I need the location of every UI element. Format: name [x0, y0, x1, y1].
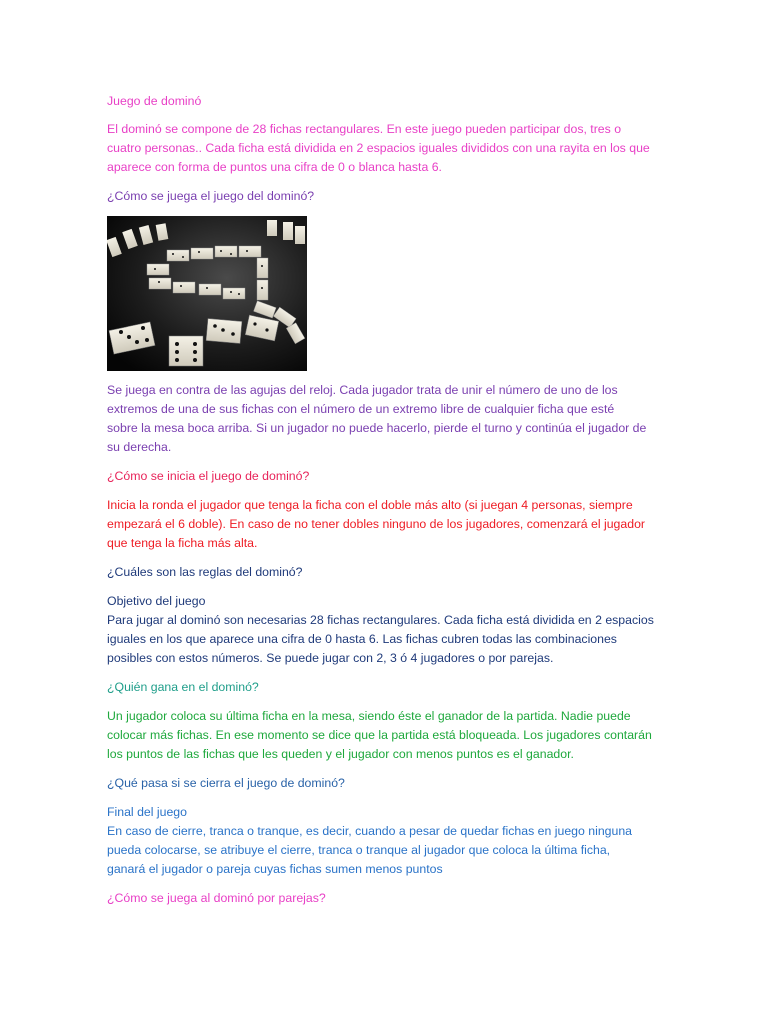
- heading-pairs: ¿Cómo se juega al dominó por parejas?: [107, 891, 326, 905]
- document-title: Juego de dominó: [107, 94, 202, 108]
- text-line: En caso de cierre, tranca o tranque, es decir, cuando a pesar de quedar fichas en juego ninguna: [107, 824, 633, 838]
- heading-rules: ¿Cuáles son las reglas del dominó?: [107, 565, 303, 579]
- heading-how-to-play: ¿Cómo se juega el juego del dominó?: [107, 189, 315, 203]
- text-line: Un jugador coloca su última ficha en la mesa, siendo éste el ganador de la partida. Nadie puede: [107, 709, 631, 723]
- text-line: iguales en los que aparece una cifra de 0 hasta 6. Las fichas cubren todas las combinaciones: [107, 632, 617, 646]
- closed-game-paragraph: [107, 803, 667, 879]
- text-line: extremos de una de sus fichas con el número de un extremo libre de cualquier ficha que esté: [107, 402, 615, 416]
- text-line: sobre la mesa boca arriba. Si un jugador no puede hacerlo, pierde el turno y continúa el jugador de: [107, 421, 647, 435]
- text-line: posibles con estos números. Se puede jugar con 2, 3 ó 4 jugadores o por parejas.: [107, 651, 554, 665]
- text-line: pueda colocarse, se atribuye el cierre, tranca o tranque al jugador que coloca la última ficha,: [107, 843, 611, 857]
- text-line: los puntos de las fichas que les queden y el jugador con menos puntos es el ganador.: [107, 747, 574, 761]
- text-line: El dominó se compone de 28 fichas rectangulares. En este juego pueden participar dos, tres o: [107, 122, 622, 136]
- dominoes-photo: [107, 216, 307, 371]
- text-line: Final del juego: [107, 805, 187, 819]
- text-line: colocar más fichas. En ese momento se dice que la partida está bloqueada. Los jugadores contarán: [107, 728, 652, 742]
- heading-closed-game: ¿Qué pasa si se cierra el juego de dominó?: [107, 776, 345, 790]
- text-line: ganará el jugador o pareja cuyas fichas sumen menos puntos: [107, 862, 443, 876]
- text-line: Inicia la ronda el jugador que tenga la ficha con el doble más alto (si juegan 4 personas, siempre: [107, 498, 633, 512]
- heading-how-to-start: ¿Cómo se inicia el juego de dominó?: [107, 469, 310, 483]
- document-page: [107, 92, 667, 908]
- intro-paragraph: [107, 120, 667, 177]
- text-line: Se juega en contra de las agujas del reloj. Cada jugador trata de unir el número de uno de los: [107, 383, 618, 397]
- text-line: aparece con forma de puntos una cifra de 0 o blanca hasta 6.: [107, 160, 442, 174]
- text-line: cuatro personas.. Cada ficha está dividida en 2 espacios iguales divididos con una rayita en los que: [107, 141, 650, 155]
- rules-paragraph: [107, 592, 667, 668]
- text-line: que tenga la ficha más alta.: [107, 536, 258, 550]
- how-to-play-paragraph: [107, 381, 667, 457]
- text-line: Objetivo del juego: [107, 594, 206, 608]
- text-line: su derecha.: [107, 440, 172, 454]
- how-to-start-paragraph: [107, 496, 667, 553]
- heading-winner: ¿Quién gana en el dominó?: [107, 680, 259, 694]
- winner-paragraph: [107, 707, 667, 764]
- text-line: Para jugar al dominó son necesarias 28 fichas rectangulares. Cada ficha está dividida en 2 espacios: [107, 613, 654, 627]
- text-line: empezará el 6 doble). En caso de no tener dobles ninguno de los jugadores, comenzará el jugador: [107, 517, 646, 531]
